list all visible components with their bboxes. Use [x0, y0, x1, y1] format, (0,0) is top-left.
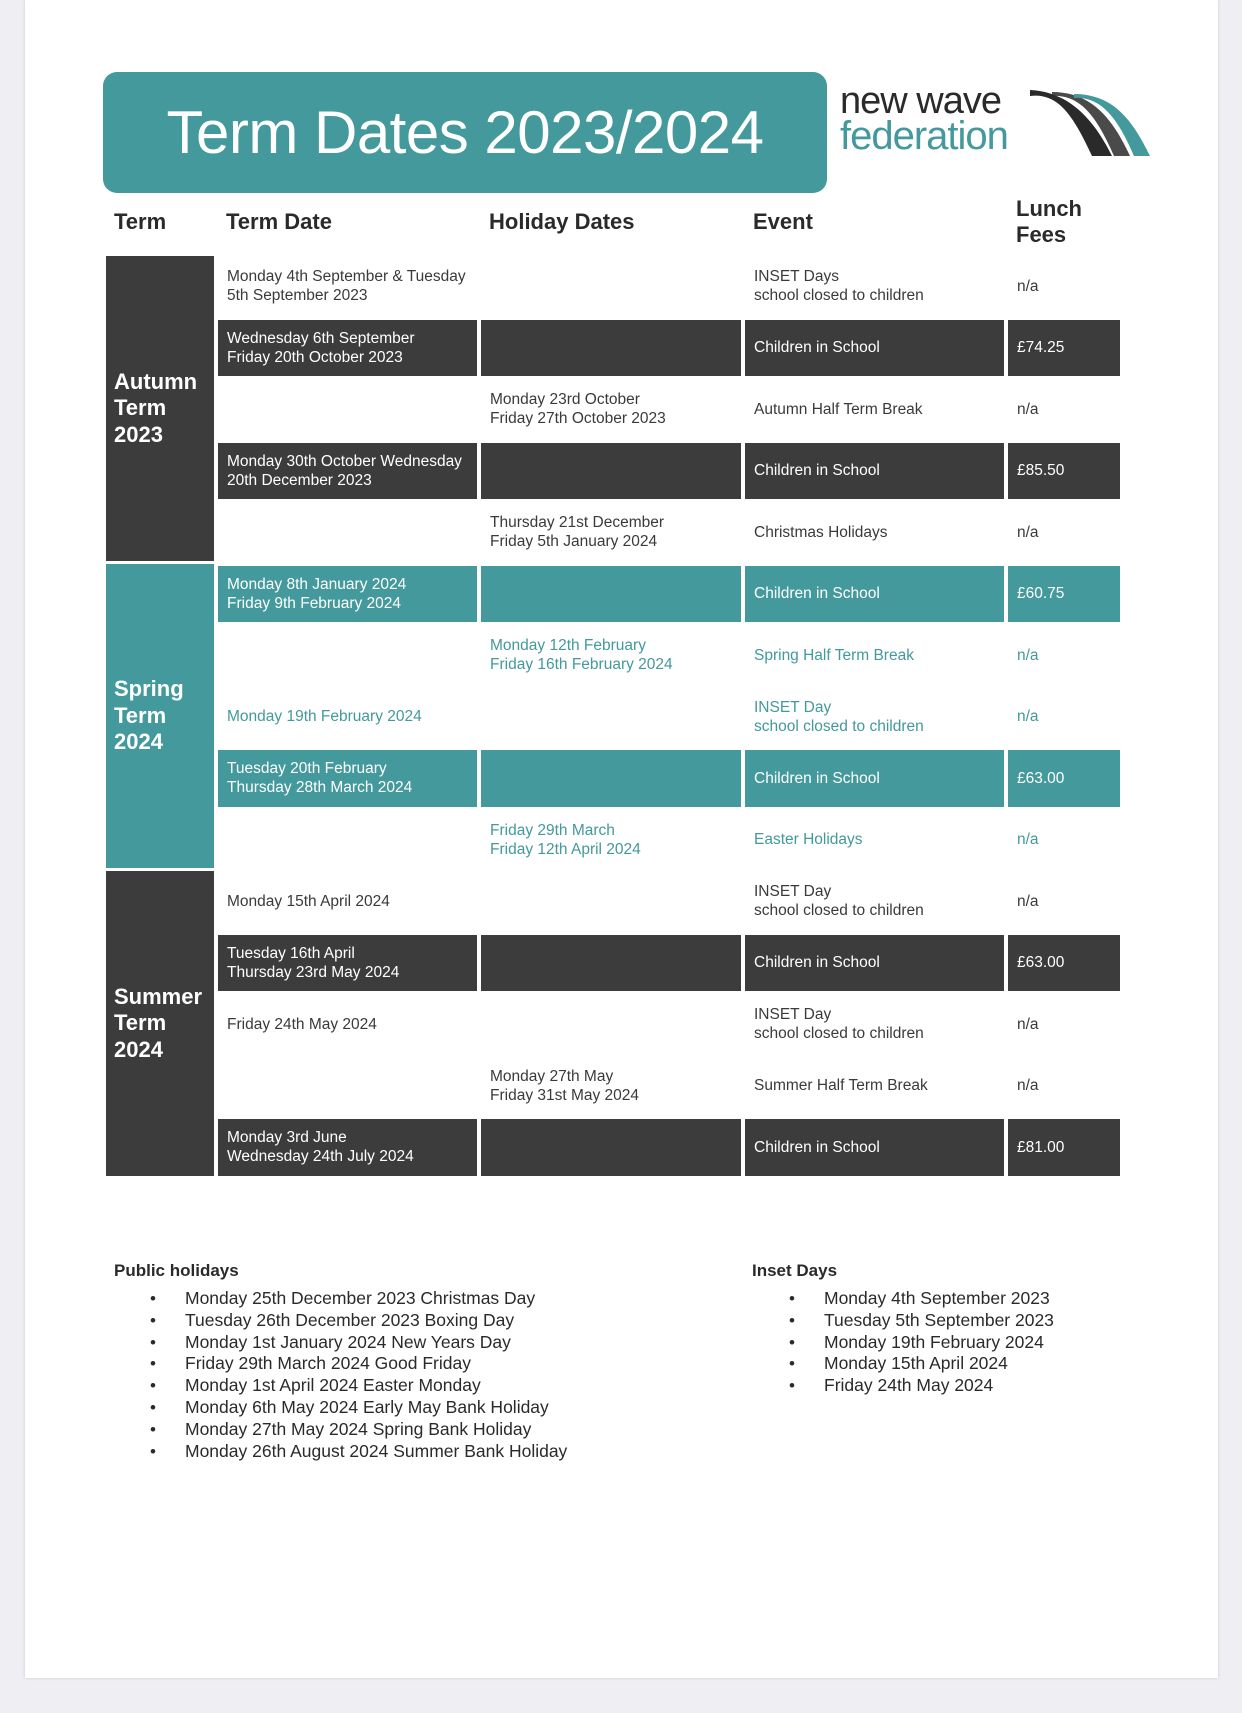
event-cell: Children in School — [745, 935, 1004, 992]
inset-days-title: Inset Days — [752, 1261, 838, 1280]
term-block — [106, 564, 214, 869]
logo-text-line1: new wave — [840, 80, 1001, 122]
inset-day-item: • Monday 19th February 2024 — [789, 1332, 1054, 1354]
lunch-fees-cell: £63.00 — [1008, 750, 1120, 807]
public-holiday-item: • Monday 6th May 2024 Early May Bank Holiday — [150, 1397, 567, 1419]
public-holidays-list — [150, 1288, 567, 1462]
holiday-dates-cell — [481, 996, 741, 1053]
event-cell: Children in School — [745, 320, 1004, 377]
lunch-fees-cell: £63.00 — [1008, 935, 1120, 992]
term-label: Autumn Term 2023 — [114, 368, 198, 447]
public-holiday-item: • Monday 26th August 2024 Summer Bank Holiday — [150, 1441, 567, 1463]
term-date-cell: Friday 24th May 2024 — [227, 1015, 377, 1033]
holiday-dates-cell — [481, 750, 741, 807]
holiday-dates-cell — [481, 873, 741, 930]
term-date-cell — [218, 1058, 477, 1115]
term-date-cell: Tuesday 20th February Thursday 28th March 2024 — [218, 750, 477, 807]
event-cell: Summer Half Term Break — [754, 1077, 928, 1095]
event-cell: Autumn Half Term Break — [754, 400, 923, 418]
term-date-cell — [218, 381, 477, 438]
public-holiday-item: • Monday 25th December 2023 Christmas Day — [150, 1288, 567, 1310]
lunch-fees-cell: £85.50 — [1008, 443, 1120, 500]
event-cell: INSET Day school closed to children — [754, 883, 924, 920]
lunch-fees-cell: £60.75 — [1008, 566, 1120, 623]
holiday-dates-cell — [481, 320, 741, 377]
holiday-dates-cell — [481, 1119, 741, 1176]
holiday-dates-cell: Friday 29th March Friday 12th April 2024 — [490, 821, 641, 858]
lunch-fees-cell: n/a — [1017, 831, 1039, 849]
header-term-date: Term Date — [226, 209, 332, 234]
event-cell: INSET Days school closed to children — [754, 268, 924, 305]
holiday-dates-cell — [481, 935, 741, 992]
inset-day-item: • Monday 4th September 2023 — [789, 1288, 1054, 1310]
term-block — [106, 256, 214, 561]
term-date-cell — [218, 504, 477, 561]
lunch-fees-cell: n/a — [1017, 1015, 1039, 1033]
lunch-fees-cell: n/a — [1017, 400, 1039, 418]
term-date-cell: Monday 15th April 2024 — [227, 892, 390, 910]
header-lunch-fees: Lunch Fees — [1016, 196, 1082, 247]
holiday-dates-cell: Monday 12th February Friday 16th February 2024 — [490, 637, 673, 674]
event-cell: INSET Day school closed to children — [754, 698, 924, 735]
term-block — [106, 871, 214, 1176]
lunch-fees-cell: n/a — [1017, 523, 1039, 541]
term-date-cell — [218, 812, 477, 869]
holiday-dates-cell: Monday 23rd October Friday 27th October 2023 — [490, 391, 666, 428]
event-cell: Children in School — [745, 566, 1004, 623]
holiday-dates-cell: Thursday 21st December Friday 5th January 2024 — [490, 514, 665, 551]
event-cell: Children in School — [745, 443, 1004, 500]
header-holiday-dates: Holiday Dates — [489, 209, 635, 234]
holiday-dates-cell — [481, 443, 741, 500]
lunch-fees-cell: n/a — [1017, 892, 1039, 910]
inset-day-item: • Friday 24th May 2024 — [789, 1375, 1054, 1397]
logo-text-line2: federation — [840, 114, 1008, 158]
public-holiday-item: • Friday 29th March 2024 Good Friday — [150, 1353, 567, 1375]
event-cell: Spring Half Term Break — [754, 646, 914, 664]
logo — [840, 80, 1160, 162]
term-label: Spring Term 2024 — [114, 676, 184, 754]
inset-day-item: • Monday 15th April 2024 — [789, 1353, 1054, 1375]
public-holiday-item: • Tuesday 26th December 2023 Boxing Day — [150, 1310, 567, 1332]
event-cell: Christmas Holidays — [754, 523, 888, 541]
lunch-fees-cell: £81.00 — [1008, 1119, 1120, 1176]
term-date-cell: Wednesday 6th September Friday 20th October 2023 — [218, 320, 477, 377]
public-holiday-item: • Monday 27th May 2024 Spring Bank Holiday — [150, 1419, 567, 1441]
lunch-fees-cell: n/a — [1017, 646, 1039, 664]
header-event: Event — [753, 209, 813, 234]
term-date-cell: Monday 4th September & Tuesday 5th September 2023 — [227, 268, 466, 305]
term-date-cell: Monday 19th February 2024 — [227, 708, 422, 726]
term-date-cell: Tuesday 16th April Thursday 23rd May 2024 — [218, 935, 477, 992]
public-holiday-item: • Monday 1st January 2024 New Years Day — [150, 1332, 567, 1354]
lunch-fees-cell: n/a — [1017, 277, 1039, 295]
holiday-dates-cell — [481, 689, 741, 746]
term-label: Summer Term 2024 — [114, 983, 203, 1062]
event-cell: Children in School — [745, 750, 1004, 807]
title-banner — [103, 72, 827, 193]
public-holiday-item: • Monday 1st April 2024 Easter Monday — [150, 1375, 567, 1397]
holiday-dates-cell — [481, 566, 741, 623]
header-term: Term — [114, 209, 167, 234]
inset-day-item: • Tuesday 5th September 2023 — [789, 1310, 1054, 1332]
term-date-cell: Monday 3rd June Wednesday 24th July 2024 — [218, 1119, 477, 1176]
public-holidays-title: Public holidays — [114, 1261, 239, 1280]
logo-waves-icon — [1030, 90, 1150, 162]
page-title: Term Dates 2023/2024 — [166, 99, 764, 166]
event-cell: INSET Day school closed to children — [754, 1006, 924, 1043]
event-cell: Easter Holidays — [754, 831, 863, 849]
holiday-dates-cell: Monday 27th May Friday 31st May 2024 — [490, 1067, 640, 1104]
holiday-dates-cell — [481, 258, 741, 315]
event-cell: Children in School — [745, 1119, 1004, 1176]
term-date-cell: Monday 8th January 2024 Friday 9th February 2024 — [218, 566, 477, 623]
inset-days-list — [789, 1288, 1054, 1397]
term-date-cell — [218, 627, 477, 684]
term-date-cell: Monday 30th October Wednesday 20th December 2023 — [218, 443, 477, 500]
lunch-fees-cell: £74.25 — [1008, 320, 1120, 377]
lunch-fees-cell: n/a — [1017, 1077, 1039, 1095]
lunch-fees-cell: n/a — [1017, 708, 1039, 726]
